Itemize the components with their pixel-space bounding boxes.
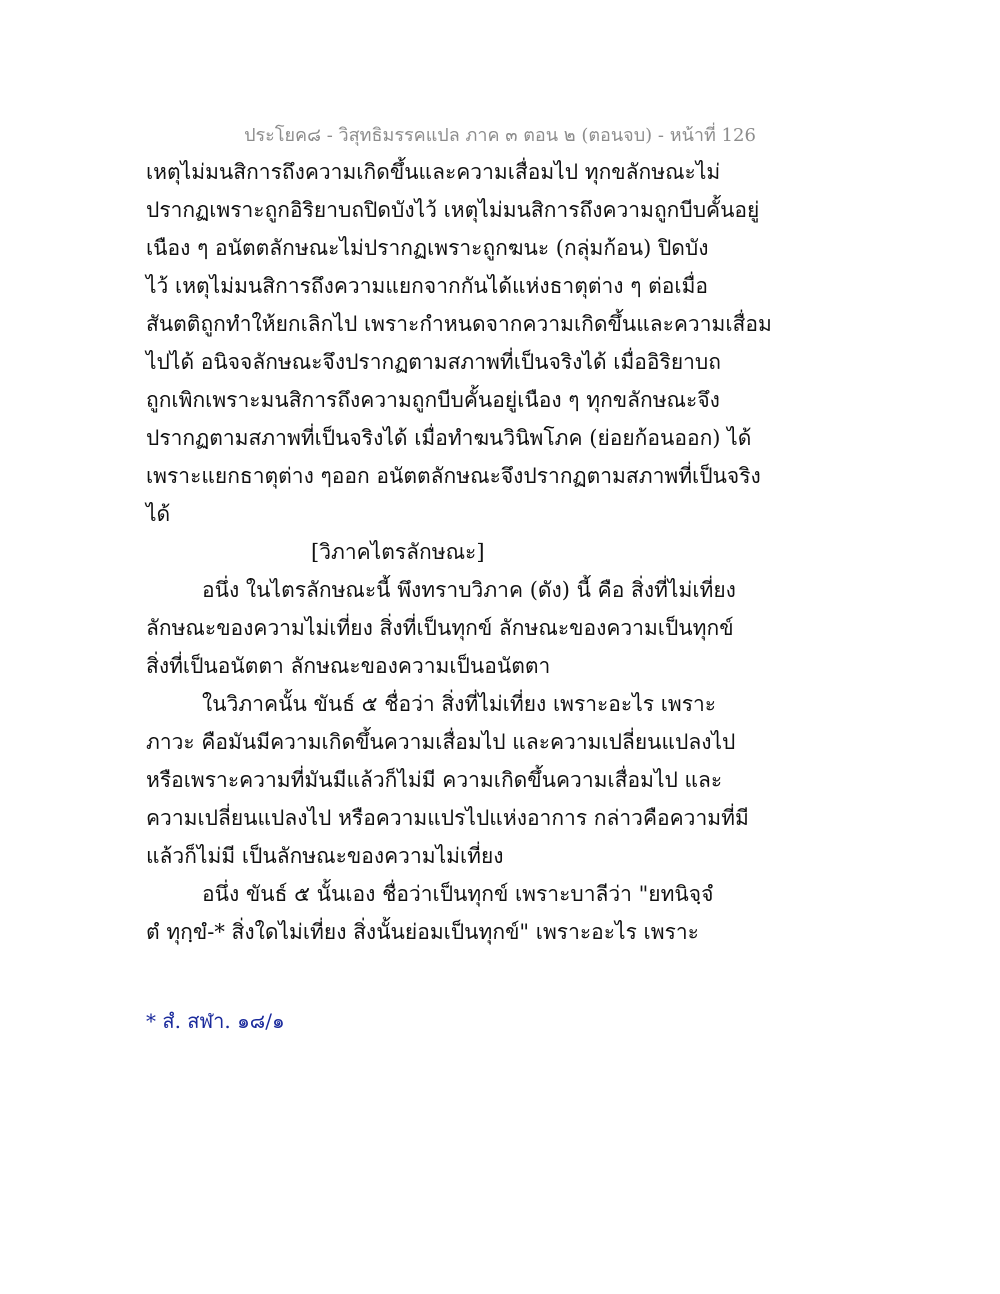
text-line: เนือง ๆ อนัตตลักษณะไม่ปรากฏเพราะถูกฆนะ (กลุ่มก้อน) ปิดบัง <box>146 236 709 260</box>
paragraph-first-line: ในวิภาคนั้น ขันธ์ ๕ ชื่อว่า สิ่งที่ไม่เที่ยง เพราะอะไร เพราะ <box>202 692 717 716</box>
paragraph-first-line: อนึ่ง ในไตรลักษณะนี้ พึงทราบวิภาค (ดัง) นี้ คือ สิ่งที่ไม่เที่ยง <box>202 578 736 602</box>
paragraph-first-line: อนึ่ง ขันธ์ ๕ นั้นเอง ชื่อว่าเป็นทุกข์ เพราะบาลีว่า "ยทนิจฺจํ <box>202 882 714 906</box>
text-line: ไว้ เหตุไม่มนสิการถึงความแยกจากกันได้แห่งธาตุต่าง ๆ ต่อเมื่อ <box>146 274 709 298</box>
text-line: ปรากฏเพราะถูกอิริยาบถปิดบังไว้ เหตุไม่มนสิการถึงความถูกบีบคั้นอยู่ <box>146 198 760 222</box>
section-heading: [วิภาคไตรลักษณะ] <box>311 540 485 564</box>
running-header: ประโยค๘ - วิสุทธิมรรคแปล ภาค ๓ ตอน ๒ (ตอนจบ) - หน้าที่ 126 <box>244 125 756 146</box>
text-line: สิ่งที่เป็นอนัตตา ลักษณะของความเป็นอนัตตา <box>146 654 551 678</box>
footnote: * สํ. สฬา. ๑๘/๑ <box>146 1009 285 1033</box>
text-line: ปรากฏตามสภาพที่เป็นจริงได้ เมื่อทำฆนวินิพโภค (ย่อยก้อนออก) ได้ <box>146 426 752 450</box>
body-text <box>146 153 772 951</box>
text-line: เหตุไม่มนสิการถึงความเกิดขึ้นและความเสื่อมไป ทุกขลักษณะไม่ <box>146 160 721 184</box>
text-line: หรือเพราะความที่มันมีแล้วก็ไม่มี ความเกิดขึ้นความเสื่อมไป และ <box>146 768 723 792</box>
text-line: ได้ <box>146 502 171 526</box>
text-line: ความเปลี่ยนแปลงไป หรือความแปรไปแห่งอาการ กล่าวคือความที่มี <box>146 806 749 830</box>
text-line: สันตติถูกทำให้ยกเลิกไป เพราะกำหนดจากความเกิดขึ้นและความเสื่อม <box>146 312 772 336</box>
text-line: แล้วก็ไม่มี เป็นลักษณะของความไม่เที่ยง <box>146 844 504 868</box>
text-line: เพราะแยกธาตุต่าง ๆออก อนัตตลักษณะจึงปรากฏตามสภาพที่เป็นจริง <box>146 464 761 488</box>
text-line: ภาวะ คือมันมีความเกิดขึ้นความเสื่อมไป และความเปลี่ยนแปลงไป <box>146 730 736 754</box>
text-line: ลักษณะของความไม่เที่ยง สิ่งที่เป็นทุกข์ ลักษณะของความเป็นทุกข์ <box>146 616 734 640</box>
text-line: ถูกเพิกเพราะมนสิการถึงความถูกบีบคั้นอยู่เนือง ๆ ทุกขลักษณะจึง <box>146 388 720 412</box>
text-line: ตํ ทุกฺขํ-* สิ่งใดไม่เที่ยง สิ่งนั้นย่อมเป็นทุกข์" เพราะอะไร เพราะ <box>146 920 699 944</box>
text-line: ไปได้ อนิจจลักษณะจึงปรากฏตามสภาพที่เป็นจริงได้ เมื่ออิริยาบถ <box>146 350 721 374</box>
